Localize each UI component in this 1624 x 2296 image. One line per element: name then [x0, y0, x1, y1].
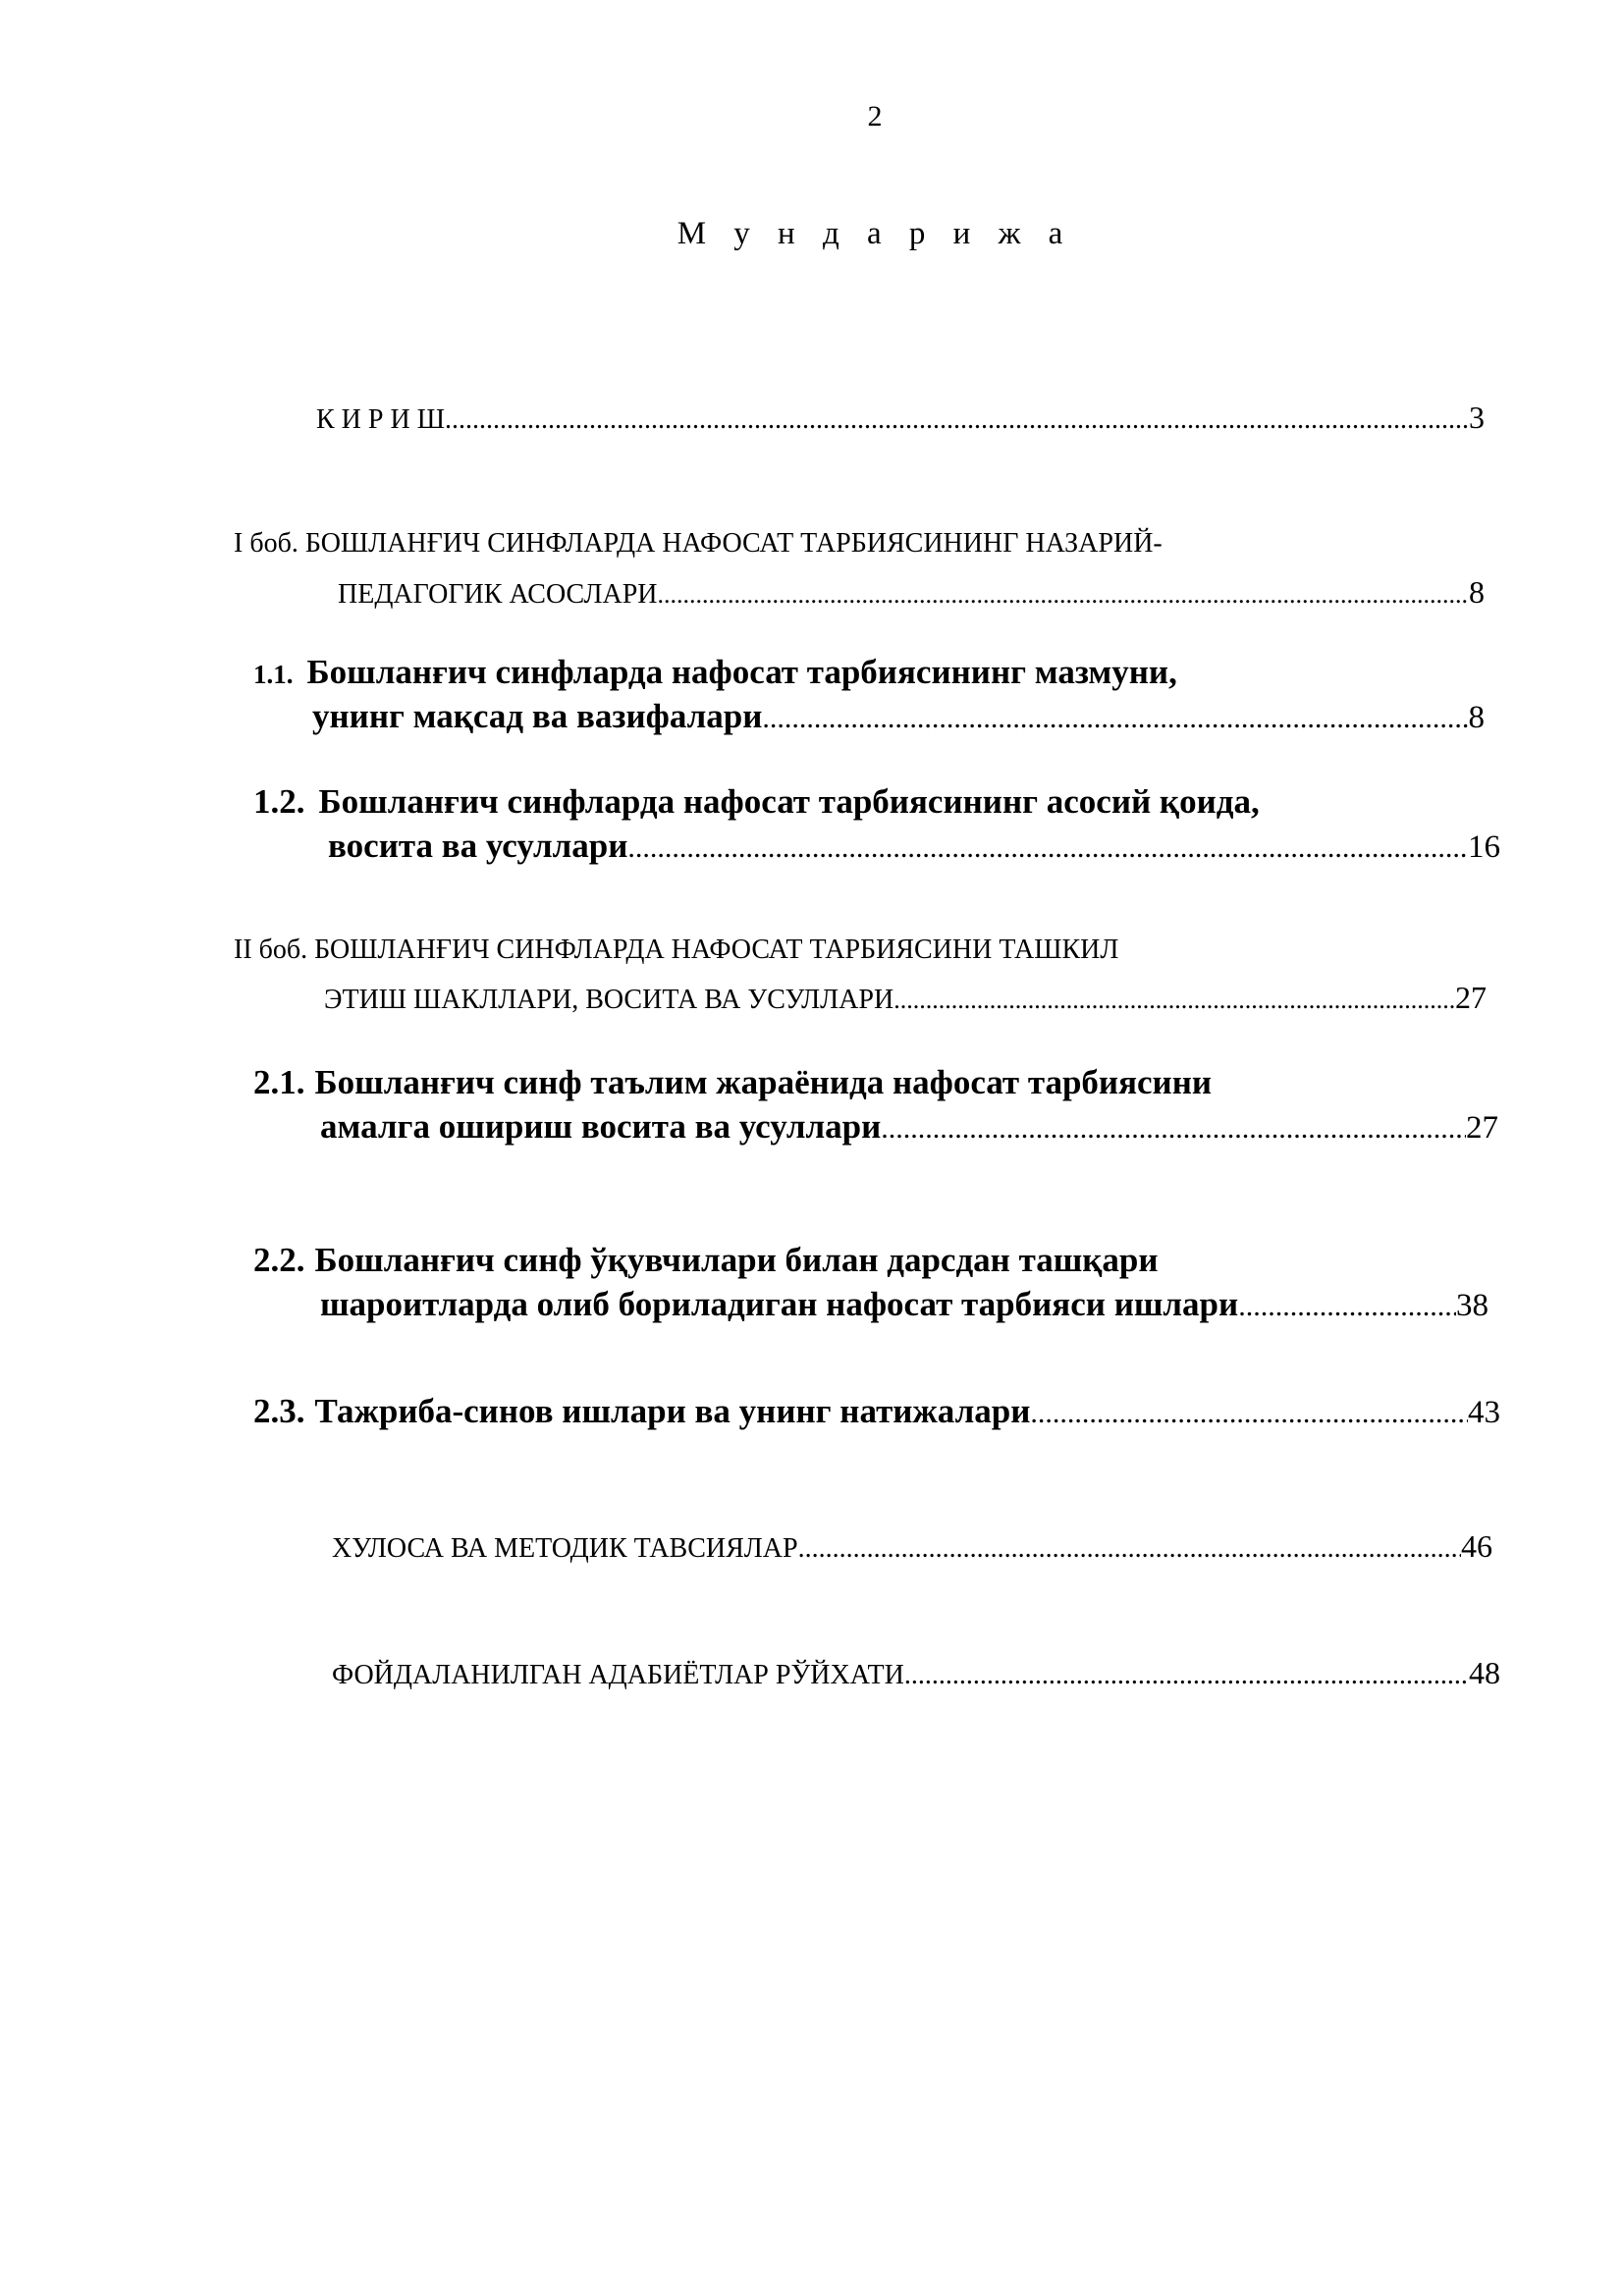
dot-leader — [798, 1533, 1461, 1565]
dot-leader — [893, 986, 1455, 1015]
section-number: 1.1. — [253, 660, 294, 689]
page-number: 2 — [867, 100, 883, 133]
toc-entry-page: 27 — [1466, 1110, 1498, 1146]
toc-entry-label: К И Р И Ш — [316, 404, 445, 435]
toc-section-1-2-line1[interactable] — [253, 782, 1260, 822]
toc-section-label: Бошланғич синф таълим жараёнида нафосат тарбиясини — [314, 1063, 1213, 1101]
toc-chapter-label: ПЕДАГОГИК АСОСЛАРИ — [338, 579, 658, 610]
toc-entry-page: 43 — [1468, 1395, 1500, 1430]
toc-section-label: шароитларда олиб бориладиган нафосат тарбияси ишлари — [320, 1285, 1239, 1323]
toc-entry-intro[interactable] — [316, 400, 1485, 436]
toc-entry-page: 27 — [1455, 980, 1487, 1015]
toc-section-label: унинг мақсад ва вазифалари — [312, 697, 763, 735]
toc-section-2-2-line2[interactable] — [320, 1285, 1489, 1324]
toc-chapter-label: I боб. БОШЛАНҒИЧ СИНФЛАРДА НАФОСАТ ТАРБИЯСИНИНГ НАЗАРИЙ- — [234, 528, 1163, 559]
section-number: 1.2. — [253, 782, 305, 821]
toc-title: М у н д а р и ж а — [677, 216, 1073, 251]
dot-leader — [445, 404, 1469, 436]
toc-section-2-1-line2[interactable] — [320, 1107, 1498, 1147]
toc-section-label: Бошланғич синфларда нафосат тарбиясининг мазмуни, — [306, 653, 1177, 691]
section-number: 2.2. — [253, 1241, 305, 1279]
toc-chapter-2-line1[interactable] — [234, 934, 1118, 966]
dot-leader — [1030, 1397, 1468, 1430]
toc-section-label: Бошланғич синфларда нафосат тарбиясининг асосий қоида, — [318, 782, 1260, 821]
dot-leader — [904, 1660, 1469, 1691]
toc-section-label: амалга ошириш восита ва усуллари — [320, 1107, 882, 1146]
toc-entry-page: 8 — [1468, 700, 1485, 735]
toc-entry-page: 3 — [1469, 400, 1485, 435]
toc-section-1-1-line2[interactable] — [312, 697, 1485, 736]
toc-section-1-2-line2[interactable] — [328, 827, 1500, 866]
toc-entry-page: 16 — [1468, 829, 1500, 865]
toc-entry-references[interactable] — [332, 1655, 1500, 1691]
toc-entry-page: 46 — [1461, 1528, 1492, 1564]
toc-entry-page: 8 — [1469, 574, 1485, 610]
toc-entry-page: 38 — [1456, 1288, 1489, 1323]
section-number: 2.3. — [253, 1392, 305, 1430]
toc-section-label: Тажриба-синов ишлари ва унинг натижалари — [314, 1392, 1031, 1430]
toc-entry-conclusion[interactable] — [332, 1528, 1492, 1565]
dot-leader — [658, 580, 1470, 610]
section-number: 2.1. — [253, 1063, 305, 1101]
toc-chapter-label: II боб. БОШЛАНҒИЧ СИНФЛАРДА НАФОСАТ ТАРБИЯСИНИ ТАШКИЛ — [234, 934, 1119, 965]
toc-section-label: Бошланғич синф ўқувчилари билан дарсдан ташқари — [314, 1241, 1159, 1279]
toc-section-2-2-line1[interactable] — [253, 1241, 1159, 1280]
dot-leader — [881, 1112, 1466, 1146]
toc-section-1-1-line1[interactable] — [253, 653, 1177, 692]
toc-chapter-1-line2[interactable] — [338, 574, 1485, 611]
toc-chapter-label: ЭТИШ ШАКЛЛАРИ, ВОСИТА ВА УСУЛЛАРИ — [324, 985, 894, 1015]
dot-leader — [627, 831, 1468, 865]
dot-leader — [762, 702, 1468, 735]
toc-section-2-3[interactable] — [253, 1392, 1500, 1431]
toc-entry-label: ХУЛОСА ВА МЕТОДИК ТАВСИЯЛАР — [332, 1533, 798, 1564]
toc-chapter-1-line1[interactable] — [234, 528, 1163, 560]
dot-leader — [1238, 1290, 1456, 1323]
toc-section-label: восита ва усуллари — [328, 827, 628, 865]
toc-chapter-2-line2[interactable] — [324, 980, 1487, 1016]
toc-section-2-1-line1[interactable] — [253, 1063, 1212, 1102]
toc-entry-label: ФОЙДАЛАНИЛГАН АДАБИЁТЛАР РЎЙХАТИ — [332, 1660, 904, 1690]
toc-entry-page: 48 — [1469, 1655, 1500, 1690]
